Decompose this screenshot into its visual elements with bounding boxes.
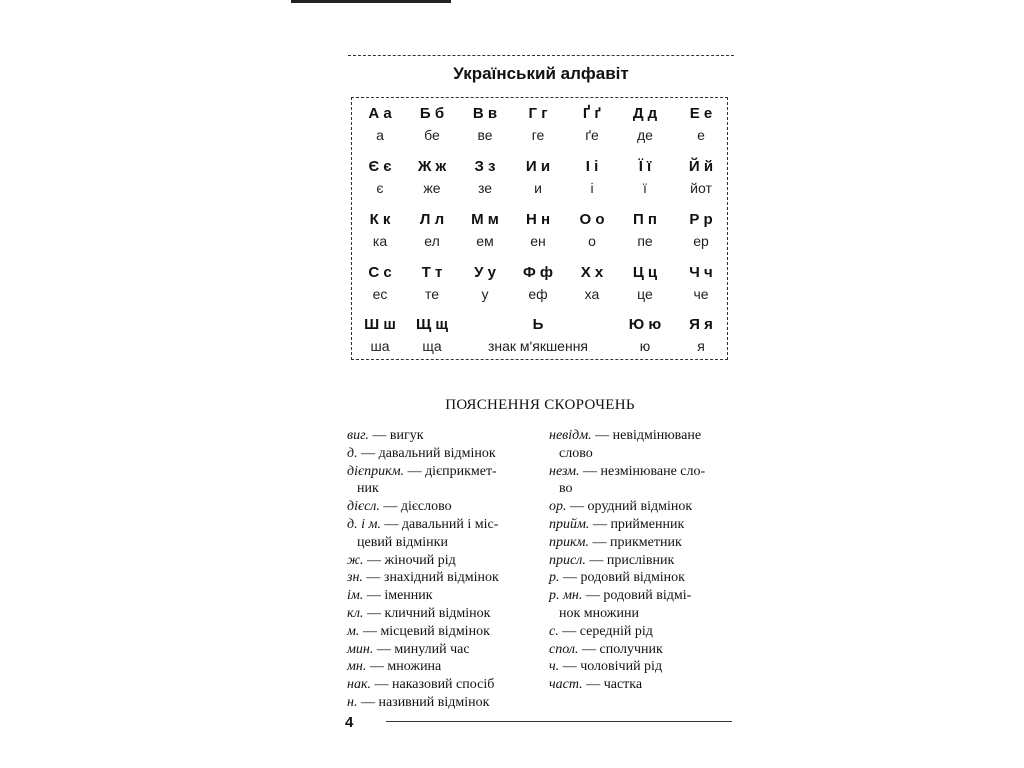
alphabet-cell: [674, 103, 728, 145]
abbreviation-entry: [549, 427, 735, 445]
letter-name: че: [693, 286, 709, 302]
alphabet-cell: [353, 103, 407, 145]
letter-glyph: С с: [368, 264, 392, 281]
abbreviation-meaning: — місцевий відмінок: [359, 623, 490, 639]
abbreviation-meaning: — родовий відмінок: [559, 570, 685, 586]
abbreviation-entry: [549, 552, 735, 570]
letter-glyph: Р р: [689, 211, 713, 228]
abbreviation: невідм.: [549, 428, 592, 443]
abbreviation-meaning: — середній рід: [558, 623, 653, 639]
abbreviation-meaning-continued: слово: [559, 445, 593, 461]
alphabet-cell: [618, 262, 672, 304]
alphabet-cell: [618, 156, 672, 198]
abbreviation-entry: [347, 587, 537, 605]
letter-name: я: [697, 338, 705, 354]
abbreviation: спол.: [549, 641, 579, 657]
abbreviation-meaning: — родовий відмі-: [582, 588, 692, 604]
abbreviation: м.: [347, 623, 360, 639]
letter-glyph: Ґ ґ: [582, 105, 602, 122]
abbreviation: р.: [549, 570, 560, 586]
abbreviation-entry: [347, 445, 537, 463]
letter-name: і: [590, 180, 594, 196]
abbreviation: прикм.: [549, 534, 589, 550]
abbreviation: ж.: [347, 552, 364, 568]
abbreviation-entry: [347, 463, 537, 481]
abbreviation-meaning: — чоловічий рід: [559, 659, 663, 675]
letter-glyph: Й й: [688, 158, 714, 175]
letter-name: и: [534, 180, 542, 196]
abbreviation: дієсл.: [347, 499, 380, 515]
letter-glyph: Г г: [528, 105, 548, 122]
alphabet-cell: [405, 262, 459, 304]
letter-glyph: Н н: [525, 211, 551, 228]
alphabet-cell: [353, 209, 407, 251]
abbreviation: н.: [347, 694, 358, 710]
letter-name: бе: [424, 127, 440, 143]
abbreviation: д.: [347, 445, 358, 461]
letter-name: е: [697, 127, 705, 143]
abbreviation: виг.: [347, 428, 369, 443]
letter-glyph: Ю ю: [628, 316, 662, 333]
abbreviation: зн.: [347, 570, 363, 586]
letter-glyph: Ш ш: [364, 316, 396, 333]
letter-name: ю: [639, 338, 651, 354]
letter-name: є: [376, 180, 384, 196]
footer-rule: [386, 721, 732, 722]
letter-glyph: В в: [472, 105, 498, 122]
abbreviation-meaning: — орудний відмінок: [566, 499, 693, 515]
alphabet-cell: [511, 103, 565, 145]
letter-glyph: Ж ж: [417, 158, 447, 175]
abbreviation-entry: [549, 641, 735, 659]
letter-glyph: Х х: [580, 264, 604, 281]
letter-name: ер: [693, 233, 709, 249]
abbreviations-column-right: [549, 427, 735, 694]
letter-glyph: А а: [368, 105, 392, 122]
abbreviation: ім.: [347, 588, 364, 604]
alphabet-cell: [405, 103, 459, 145]
letter-name: ха: [584, 286, 600, 302]
letter-glyph: Т т: [421, 264, 443, 281]
alphabet-cell: [511, 156, 565, 198]
abbreviation-meaning: — сполучник: [578, 641, 663, 657]
alphabet-cell: [618, 314, 672, 356]
abbreviation-continuation: [549, 480, 735, 498]
abbreviation-meaning: — незмінюване сло-: [579, 463, 706, 479]
abbreviation: мин.: [347, 641, 374, 657]
letter-glyph: З з: [474, 158, 496, 175]
letter-name: йот: [690, 180, 712, 196]
letter-glyph: Л л: [419, 211, 445, 228]
page-number: 4: [345, 714, 354, 731]
abbreviation-meaning: — прийменник: [589, 516, 685, 532]
alphabet-cell: [458, 156, 512, 198]
letter-glyph: Д д: [632, 105, 658, 122]
letter-glyph: Щ щ: [415, 316, 449, 333]
letter-glyph: Ї ї: [638, 158, 652, 175]
alphabet-cell: [674, 209, 728, 251]
letter-name: еф: [528, 286, 548, 302]
letter-glyph: Б б: [419, 105, 445, 122]
abbreviation-entry: [347, 641, 537, 659]
abbreviation-meaning-continued: во: [559, 481, 573, 497]
abbreviation: с.: [549, 623, 559, 639]
alphabet-cell: [458, 262, 512, 304]
abbreviation-meaning-continued: цевий відмінки: [357, 534, 448, 550]
abbreviation-continuation: [549, 445, 735, 463]
abbreviation-meaning: — прикметник: [588, 534, 682, 550]
abbreviation-meaning: — давальний і міс-: [380, 516, 499, 532]
letter-name: ес: [372, 286, 388, 302]
abbreviation-meaning: — називний відмінок: [357, 694, 490, 710]
abbreviation-entry: [347, 694, 537, 712]
alphabet-cell: [353, 262, 407, 304]
alphabet-cell: [618, 103, 672, 145]
abbreviation: д. і м.: [347, 516, 381, 532]
letter-name: пе: [637, 233, 653, 249]
letter-glyph: Я я: [689, 316, 713, 333]
alphabet-cell: [618, 209, 672, 251]
abbreviation-meaning: — дієприкмет-: [404, 463, 497, 479]
alphabet-cell: [511, 209, 565, 251]
letter-name: о: [588, 233, 596, 249]
abbreviation-meaning: — дієслово: [379, 499, 452, 515]
alphabet-cell: [458, 209, 512, 251]
letter-name: а: [376, 127, 384, 143]
letter-glyph: М м: [471, 211, 499, 228]
letter-name: ша: [370, 338, 390, 354]
letter-name: ве: [477, 127, 493, 143]
letter-name: же: [423, 180, 441, 196]
letter-name: ге: [531, 127, 545, 143]
alphabet-cell: [353, 156, 407, 198]
abbreviation-entry: [347, 552, 537, 570]
abbreviation-entry: [347, 498, 537, 516]
alphabet-title: Український алфавіт: [453, 64, 629, 83]
alphabet-cell: [405, 156, 459, 198]
abbreviation: незм.: [549, 463, 580, 479]
abbreviation-meaning: — частка: [582, 677, 643, 693]
letter-name: ка: [372, 233, 388, 249]
abbreviation-entry: [549, 676, 735, 694]
abbreviation-meaning: — жіночий рід: [363, 552, 456, 568]
letter-name: зе: [477, 180, 493, 196]
abbreviation: дієприкм.: [347, 463, 405, 479]
letter-name: це: [637, 286, 653, 302]
abbreviation-entry: [347, 658, 537, 676]
abbreviation: р. мн.: [549, 588, 583, 604]
abbreviation-meaning: — кличний відмінок: [363, 605, 491, 621]
abbreviation-meaning-continued: нок множини: [559, 605, 639, 621]
abbreviation-meaning: — наказовий спосіб: [371, 677, 495, 693]
letter-name: знак м'якшення: [487, 338, 589, 354]
abbreviation: прийм.: [549, 516, 590, 532]
letter-glyph: П п: [632, 211, 657, 228]
alphabet-cell: [353, 314, 407, 356]
abbreviations-title: ПОЯСНЕННЯ СКОРОЧЕНЬ: [445, 397, 635, 413]
abbreviation-meaning-continued: ник: [357, 481, 379, 497]
alphabet-cell: [674, 314, 728, 356]
alphabet-cell: [458, 103, 512, 145]
abbreviation-meaning: — іменник: [363, 588, 433, 604]
letter-name: у: [481, 286, 489, 302]
abbreviation-entry: [549, 623, 735, 641]
alphabet-cell: [674, 156, 728, 198]
header-rule: [348, 55, 734, 56]
abbreviation-entry: [549, 569, 735, 587]
abbreviations-column-left: [347, 427, 537, 712]
abbreviation-entry: [347, 676, 537, 694]
letter-glyph: Ч ч: [689, 264, 713, 281]
abbreviation: ч.: [549, 659, 560, 675]
letter-name: ґе: [585, 127, 599, 143]
abbreviation-meaning: — давальний відмінок: [357, 445, 496, 461]
abbreviation-entry: [347, 569, 537, 587]
alphabet-cell: [565, 156, 619, 198]
alphabet-cell: [674, 262, 728, 304]
letter-glyph: І і: [585, 158, 599, 175]
abbreviation-meaning: — знахідний відмінок: [362, 570, 499, 586]
letter-glyph: Ц ц: [632, 264, 658, 281]
letter-name: ем: [476, 233, 494, 249]
letter-name: ї: [643, 180, 647, 196]
letter-glyph: О о: [579, 211, 605, 228]
alphabet-cell: [565, 209, 619, 251]
alphabet-cell: [565, 103, 619, 145]
abbreviation-meaning: — невідмінюване: [591, 428, 702, 443]
abbreviation-meaning: — вигук: [368, 428, 424, 443]
abbreviation-continuation: [347, 534, 537, 552]
abbreviation-entry: [347, 427, 537, 445]
abbreviation-entry: [347, 623, 537, 641]
letter-glyph: Є є: [368, 158, 392, 175]
top-rule: [291, 0, 451, 3]
alphabet-cell: [511, 262, 565, 304]
abbreviation-entry: [549, 534, 735, 552]
letter-name: де: [637, 127, 653, 143]
abbreviation: нак.: [347, 677, 371, 693]
letter-glyph: Ь: [532, 316, 544, 333]
abbreviation-entry: [347, 516, 537, 534]
letter-glyph: У у: [474, 264, 496, 281]
abbreviation-entry: [549, 587, 735, 605]
letter-name: ен: [530, 233, 546, 249]
abbreviation-entry: [549, 463, 735, 481]
abbreviation-meaning: — прислівник: [585, 552, 675, 568]
abbreviation-entry: [549, 498, 735, 516]
letter-name: ел: [424, 233, 440, 249]
alphabet-cell: [405, 314, 459, 356]
abbreviation-entry: [549, 516, 735, 534]
letter-name: ща: [422, 338, 442, 354]
abbreviation-entry: [549, 658, 735, 676]
abbreviation: мн.: [347, 659, 367, 675]
abbreviation-meaning: — множина: [366, 659, 442, 675]
letter-glyph: Ф ф: [522, 264, 554, 281]
alphabet-cell: [565, 262, 619, 304]
letter-glyph: И и: [525, 158, 551, 175]
abbreviation-entry: [347, 605, 537, 623]
letter-glyph: К к: [369, 211, 391, 228]
abbreviation: присл.: [549, 552, 586, 568]
alphabet-cell: [458, 314, 618, 356]
letter-glyph: Е е: [689, 105, 713, 122]
abbreviation-meaning: — минулий час: [373, 641, 470, 657]
abbreviation: част.: [549, 677, 583, 693]
abbreviation-continuation: [347, 480, 537, 498]
abbreviation: кл.: [347, 605, 364, 621]
abbreviation: ор.: [549, 499, 567, 515]
abbreviation-continuation: [549, 605, 735, 623]
alphabet-cell: [405, 209, 459, 251]
letter-name: те: [424, 286, 440, 302]
